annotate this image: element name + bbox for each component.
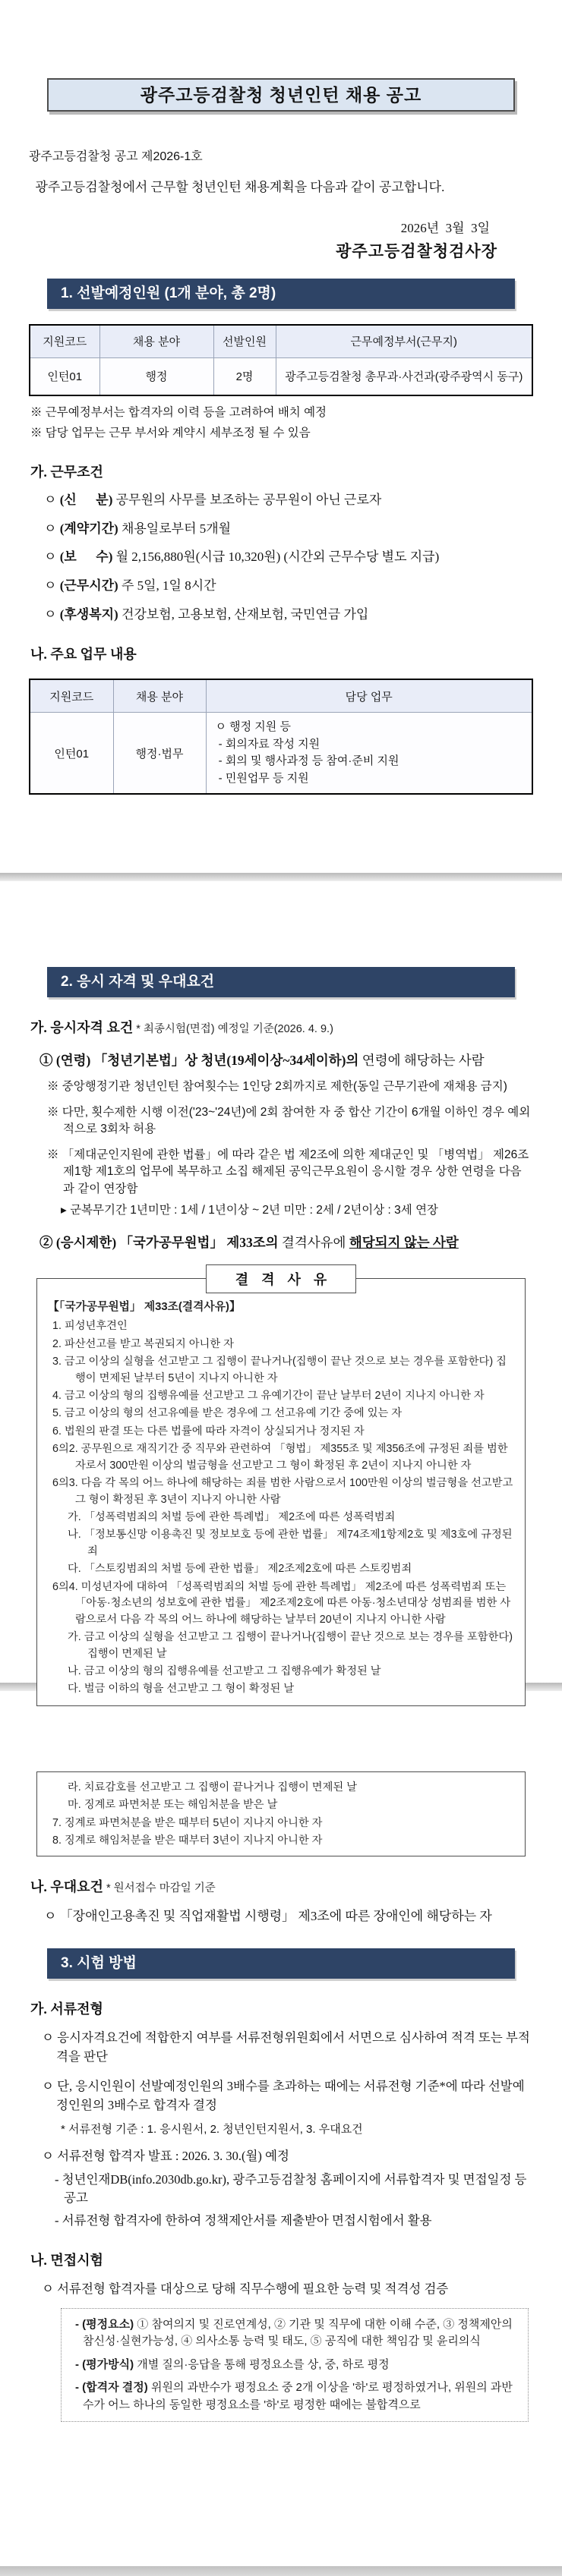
cell-code: 인턴01 (30, 357, 99, 395)
duty-line: - 민원업무 등 지원 (215, 771, 309, 785)
col-header: 근무예정부서(근무지) (276, 325, 532, 358)
col-header: 담당 업무 (206, 679, 532, 713)
evaluation-label: - (평가방식) (75, 2357, 137, 2371)
announcement-date: 2026년 3월 3일 (400, 220, 490, 235)
disqualification-item: 5. 금고 이상의 형의 선고유예를 받은 경우에 그 선고유예 기간 중에 있는 자 (52, 1407, 403, 1420)
evaluation-item (72, 2357, 517, 2374)
screening-subitem: - 서류전형 합격자에 한하여 정책제안서를 제출받아 면접시험에서 활용 (55, 2212, 432, 2228)
evaluation-label: - (평정요소) (75, 2317, 137, 2331)
disqualification-item: 7. 징계로 파면처분을 받은 때부터 5년이 지나지 아니한 자 (52, 1816, 323, 1829)
condition-text: 주 5일, 1일 8시간 (118, 578, 216, 593)
duties-table (29, 679, 533, 795)
disqualification-box-title: 결 격 사 유 (206, 1264, 356, 1293)
subsection-note: * 원서접수 마감일 기준 (103, 1882, 216, 1894)
disqualification-item: 6. 법원의 판결 또는 다른 법률에 따라 자격이 상실되거나 정지된 자 (52, 1425, 365, 1438)
evaluation-text: 개별 질의·응답을 통해 평정요소를 상, 중, 하로 평정 (137, 2357, 390, 2371)
disqualification-subitem: 나. 금고 이상의 형의 집행유예를 선고받고 그 집행유예가 확정된 날 (68, 1664, 381, 1677)
item-bold: ① (연령) 「청년기본법」상 청년(19세이상~34세이하)의 (39, 1053, 359, 1068)
subsection-interview: 나. 면접시험 (30, 2252, 103, 2268)
condition-text: 채용일로부터 5개월 (118, 521, 232, 536)
condition-text: 공무원의 사무를 보조하는 공무원이 아닌 근로자 (112, 493, 382, 507)
cell-department: 광주고등검찰청 총무과·사건과(광주광역시 동구) (276, 357, 532, 395)
disqualification-subitem: 라. 치료감호를 선고받고 그 집행이 끝나거나 집행이 면제된 날 (68, 1781, 358, 1793)
disqualification-item: 6의4. 미성년자에 대하여 「성폭력범죄의 처벌 등에 관한 특례법」 제2조에 따른 성폭력범죄 또는 「아동·청소년의 성보호에 관한 법률」 제2조제2호에 따른 아동·청소년대상 성범죄를 범한 사람으로서 다음 각 목의 어느 하나에 해당하는 날부터 20년이 지나지 아니한 사람 (52, 1580, 511, 1626)
disqualification-subitem: 가. 금고 이상의 실형을 선고받고 그 집행이 끝나거나(집행이 끝난 것으로 보는 경우를 포함한다) 집행이 면제된 날 (68, 1631, 513, 1660)
screening-footnote: * 서류전형 기준 : 1. 응시원서, 2. 청년인턴지원서, 3. 우대요건 (61, 2123, 363, 2137)
screening-bullet: ㅇ 서류전형 합격자 발표 : 2026. 3. 30.(월) 예정 (42, 2149, 289, 2164)
age-note: ※ 「제대군인지원에 관한 법률」에 따라 같은 법 제2조에 의한 제대군인 및 「병역법」 제26조 제1항 제1호의 업무에 복무하고 소집 해제된 공익근무요원이 응시할 경우 상한 연령을 다음과 같이 연장함 (47, 1148, 529, 1195)
document-page-1 (0, 78, 562, 873)
evaluation-label: - (합격자 결정) (75, 2381, 151, 2395)
page-separator (0, 873, 562, 881)
screening-subitem: - 청년인재DB(info.2030db.go.kr), 광주고등검찰청 홈페이지에 서류합격자 및 면접일정 등 공고 (55, 2172, 527, 2205)
condition-text: 건강보험, 고용보험, 산재보험, 국민연금 가입 (118, 606, 369, 622)
evaluation-text: ① 참여의지 및 진로연계성, ② 기관 및 직무에 대한 이해 수준, ③ 정책제안의 참신성·실현가능성, ④ 의사소통 능력 및 태도, ⑤ 공직에 대한 책임감 및 윤리의식 (83, 2317, 513, 2348)
table-header-row (30, 679, 532, 713)
item-text: 결격사유에 (278, 1234, 349, 1250)
evaluation-item (72, 2379, 517, 2414)
subsection-working-conditions: 가. 근무조건 (30, 464, 103, 480)
disqualification-law-heading: 【「국가공무원법」 제33조(결격사유)】 (48, 1301, 241, 1313)
condition-label: (후생복지) (59, 606, 118, 622)
age-note: ※ 중앙행정기관 청년인턴 참여횟수는 1인당 2회까지로 제한(동일 근무기관에 재채용 금지) (47, 1080, 507, 1094)
document-page-2 (0, 881, 562, 1696)
condition-item (44, 548, 530, 567)
condition-item (44, 491, 530, 510)
table-note: ※ 담당 업무는 근무 부서와 계약시 세부조정 될 수 있음 (30, 426, 311, 439)
disqualification-subitem: 다. 「스토킹범죄의 처벌 등에 관한 법률」 제2조제2호에 따른 스토킹범죄 (68, 1563, 412, 1576)
section3-header: 3. 시험 방법 (47, 1948, 515, 1979)
screening-bullet: ㅇ 단, 응시인원이 선발예정인원의 3배수를 초과하는 때에는 서류전형 기준*에 따라 선발예정인원의 3배수로 합격자 결정 (42, 2078, 525, 2112)
disqualification-item: 3. 금고 이상의 실형을 선고받고 그 집행이 끝나거나(집행이 끝난 것으로 보는 경우를 포함한다) 집행이 면제된 날부터 5년이 지나지 아니한 자 (52, 1356, 507, 1384)
section2-header: 2. 응시 자격 및 우대요건 (47, 967, 515, 997)
col-header: 채용 분야 (113, 679, 206, 713)
bullet: ㅇ (44, 493, 60, 507)
condition-label: (보 수) (59, 550, 113, 565)
disqualification-item: 4. 금고 이상의 형의 집행유예를 선고받고 그 유예기간이 끝난 날부터 2년이 지나지 아니한 자 (52, 1389, 485, 1402)
disqualification-subitem: 가. 「성폭력범죄의 처벌 등에 관한 특례법」 제2조에 따른 성폭력범죄 (68, 1511, 396, 1523)
age-note: ※ 다만, 횟수제한 시행 이전('23~'24년)에 2회 참여한 자 중 합산 기간이 6개월 이하인 경우 예외적으로 3회차 허용 (47, 1105, 531, 1136)
selection-table (29, 324, 533, 396)
evaluation-text: 위원의 과반수가 평정요소 중 2개 이상을 '하'로 평정하였거나, 위원의 과반수가 어느 하나의 동일한 평정요소를 '하'로 평정한 때에는 불합격으로 (83, 2381, 513, 2411)
subsection-eligibility (30, 1017, 532, 1037)
disqualification-item: 2. 파산선고를 받고 복권되지 아니한 자 (52, 1337, 234, 1350)
bullet: ㅇ (44, 578, 60, 593)
item-text: 연령에 해당하는 사람 (358, 1053, 485, 1068)
disqualification-item: 6의2. 공무원으로 재직기간 중 직무와 관련하여 「형법」 제355조 및 제356조에 규정된 죄를 범한 자로서 300만원 이상의 벌금형을 선고받고 그 형이 확정된 후 2년이 지나지 아니한 자 (52, 1443, 508, 1472)
subsection-title: 나. 우대요건 (30, 1878, 103, 1894)
interview-evaluation-box (61, 2308, 529, 2423)
duty-line: ㅇ 행정 지원 등 (215, 720, 291, 734)
page-separator (0, 2566, 562, 2576)
disqualification-item: 6의3. 다음 각 목의 어느 하나에 해당하는 죄를 범한 사람으로서 100만원 이상의 벌금형을 선고받고 그 형이 확정된 후 3년이 지나지 아니한 사람 (52, 1477, 513, 1506)
document-title: 광주고등검찰청 청년인턴 채용 공고 (47, 78, 515, 112)
eligibility-item-restriction (39, 1233, 530, 1252)
screening-bullet: ㅇ 응시자격요건에 적합한지 여부를 서류전형위원회에서 서면으로 심사하여 적격 또는 부적격을 판단 (42, 2030, 530, 2064)
signer-name: 광주고등검찰청검사장 (336, 241, 497, 260)
intro-paragraph: 광주고등검찰청에서 근무할 청년인턴 채용계획을 다음과 같이 공고합니다. (29, 180, 445, 194)
table-header-row (30, 325, 532, 358)
disqualification-box-continued (36, 1771, 526, 1856)
condition-text: 월 2,156,880원(시급 10,320원) (시간외 근무수당 별도 지급) (112, 550, 440, 565)
disqualification-item: 8. 징계로 해임처분을 받은 때부터 3년이 지나지 아니한 자 (52, 1834, 323, 1847)
disqualification-item: 1. 피성년후견인 (52, 1320, 128, 1333)
document-page-3 (0, 1771, 562, 2566)
interview-bullet: ㅇ 서류전형 합격자를 대상으로 당해 직무수행에 필요한 능력 및 적격성 검증 (42, 2281, 449, 2296)
col-header: 선발인원 (213, 325, 276, 358)
col-header: 지원코드 (30, 325, 99, 358)
cell-count: 2명 (213, 357, 276, 395)
condition-item (44, 577, 530, 596)
cell-field: 행정 (99, 357, 213, 395)
cell-code: 인턴01 (30, 713, 113, 795)
evaluation-item (72, 2316, 517, 2351)
cell-field: 행정·법무 (113, 713, 206, 795)
duty-line: - 회의 및 행사과정 등 참여·준비 지원 (215, 754, 399, 768)
condition-item (44, 606, 530, 625)
item-bold: ② (응시제한) 「국가공무원법」 제33조의 (39, 1234, 279, 1250)
subsection-preference (30, 1876, 532, 1896)
bullet: ㅇ (44, 606, 60, 622)
military-extension-note: ▸ 군복무기간 1년미만 : 1세 / 1년이상 ~ 2년 미만 : 2세 / 2년이상 : 3세 연장 (61, 1204, 439, 1217)
disqualification-subitem: 마. 징계로 파면처분 또는 해임처분을 받은 날 (68, 1799, 278, 1812)
eligibility-item-age (39, 1050, 530, 1070)
cell-duties (206, 713, 532, 795)
disqualification-box (36, 1278, 526, 1706)
duty-line: - 회의자료 작성 지원 (215, 737, 320, 751)
table-row (30, 713, 532, 795)
col-header: 지원코드 (30, 679, 113, 713)
disqualification-subitem: 나. 「정보통신망 이용촉진 및 정보보호 등에 관한 법률」 제74조제1항제2호 및 제3호에 규정된 죄 (68, 1529, 513, 1557)
section1-header: 1. 선발예정인원 (1개 분야, 총 2명) (47, 279, 515, 309)
col-header: 채용 분야 (99, 325, 213, 358)
subsection-main-duties: 나. 주요 업무 내용 (30, 647, 137, 663)
condition-label: (근무시간) (59, 578, 118, 593)
condition-label: (계약기간) (59, 521, 118, 536)
bullet: ㅇ (44, 521, 60, 536)
subsection-note: * 최종시험(면접) 예정일 기준(2026. 4. 9.) (133, 1023, 333, 1035)
condition-item (44, 520, 530, 539)
item-underlined: 해당되지 않는 사람 (349, 1234, 459, 1250)
disqualification-subitem: 다. 벌금 이하의 형을 선고받고 그 형이 확정된 날 (68, 1683, 295, 1696)
preference-item: ㅇ 「장애인고용촉진 및 직업재활법 시행령」 제3조에 따른 장애인에 해당하는 자 (44, 1908, 492, 1923)
subsection-title: 가. 응시자격 요건 (30, 1020, 134, 1035)
table-note: ※ 근무예정부서는 합격자의 이력 등을 고려하여 배치 예정 (30, 405, 327, 419)
notice-number: 광주고등검찰청 공고 제2026-1호 (29, 150, 203, 163)
subsection-document-screening: 가. 서류전형 (30, 2001, 103, 2017)
condition-label: (신 분) (59, 493, 113, 507)
table-row (30, 357, 532, 395)
bullet: ㅇ (44, 550, 60, 565)
